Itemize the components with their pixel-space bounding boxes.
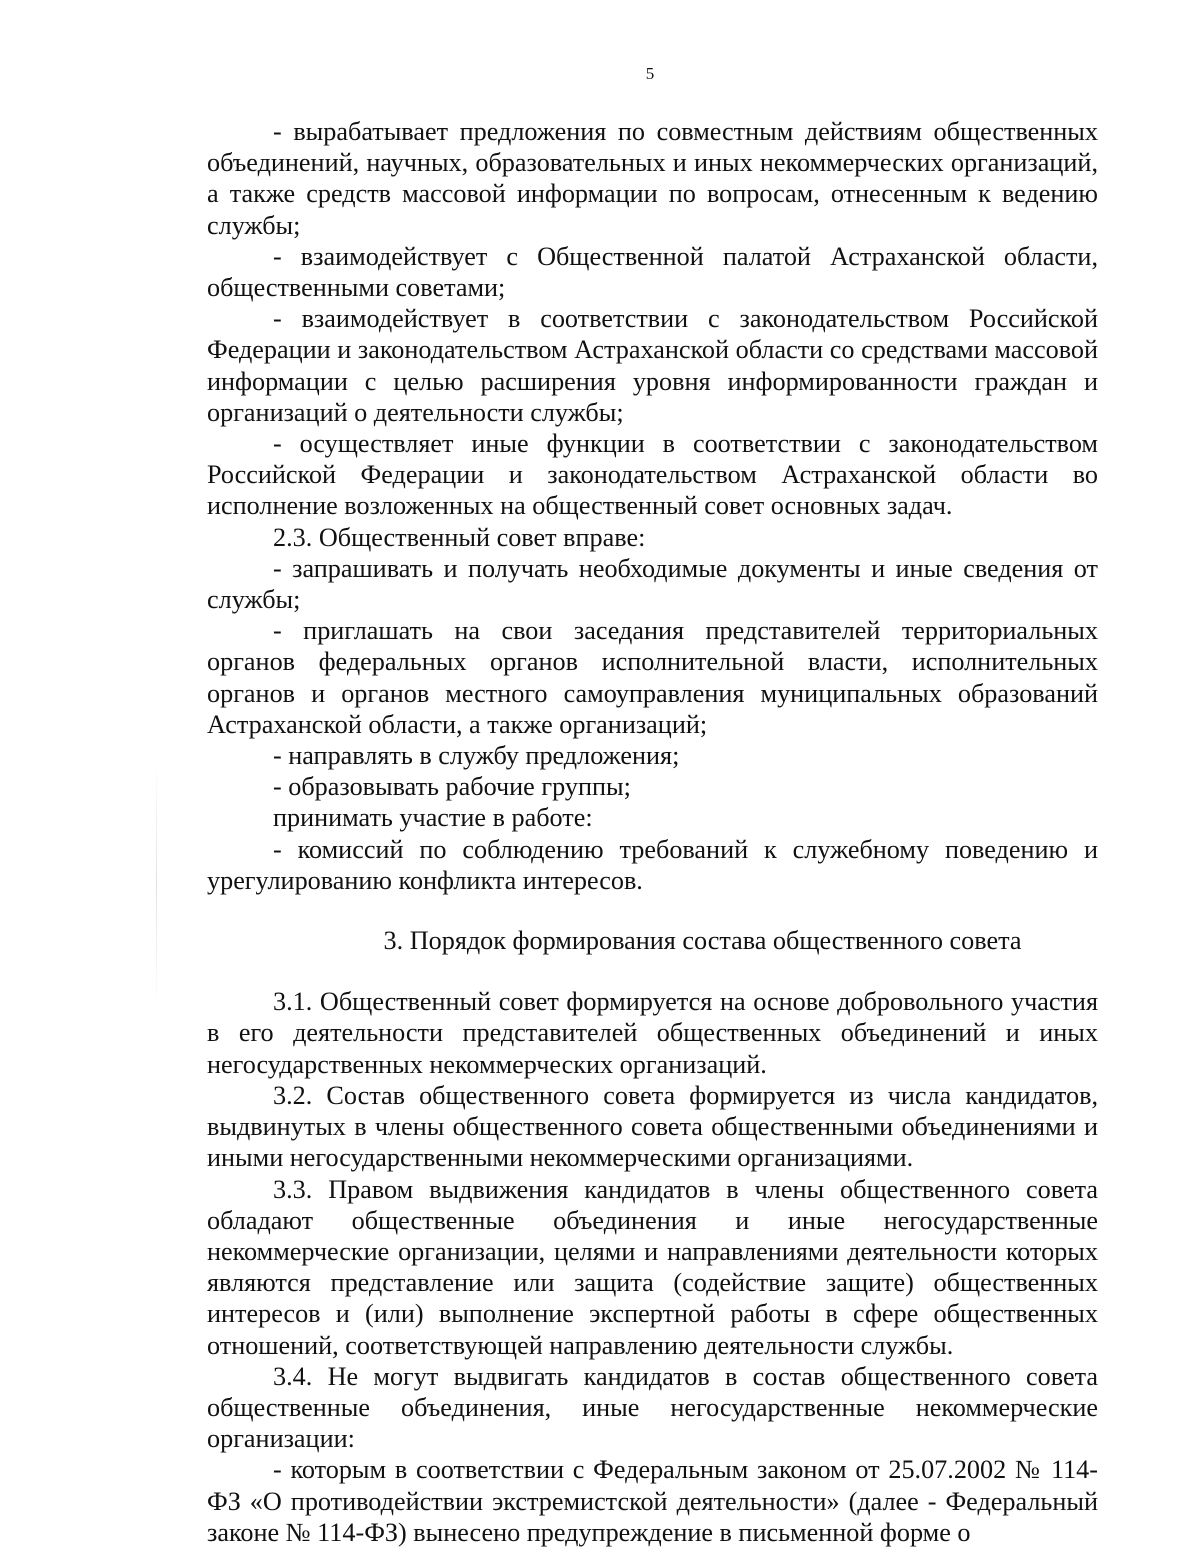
paragraph: - вырабатывает предложения по совместным действиям общественных объединений, научных, образовательных и иных некоммерческих организаций, а также средств массовой информации по вопросам, отнесенным к ведению службы; (207, 117, 1098, 240)
paragraph: - запрашивать и получать необходимые документы и иные сведения от службы; (207, 553, 1098, 615)
paragraph: - которым в соответствии с Федеральным законом от 25.07.2002 № 114-ФЗ «О противодействии экстремистской деятельности» (далее - Федеральный законе № 114-ФЗ) вынесено предупреждение в письменной форме о (207, 1455, 1098, 1547)
paragraph: 2.3. Общественный совет вправе: (273, 522, 646, 552)
scan-artifact-line (156, 760, 157, 1010)
paragraph: 3.4. Не могут выдвигать кандидатов в состав общественного совета общественные объединения, иные негосударственные некоммерческие организации: (207, 1361, 1098, 1454)
paragraph: 3.1. Общественный совет формируется на основе добровольного участия в его деятельности представителей общественных объединений и иных негосударственных некоммерческих организаций. (207, 987, 1098, 1079)
paragraph: 3.3. Правом выдвижения кандидатов в члены общественного совета обладают общественные объединения и иные негосударственные некоммерческие организации, целями и направлениями деятельности которых являются представление или защита (содействие защите) общественных интересов и (или) выполнение экспертной работы в сфере общественных отношений, соответствующей направлению деятельности службы. (207, 1174, 1098, 1360)
section-heading: 3. Порядок формирования состава общественного совета (383, 926, 1022, 956)
document-body (207, 116, 1098, 1548)
paragraph: - осуществляет иные функции в соответствии с законодательством Российской Федерации и законодательством Астраханской области во исполнение возложенных на общественный совет основных задач. (207, 429, 1098, 521)
paragraph: - комиссий по соблюдению требований к служебному поведению и урегулированию конфликта интересов. (207, 834, 1098, 895)
paragraph: - взаимодействует с Общественной палатой Астраханской области, общественными советами; (207, 241, 1098, 303)
paragraph: - взаимодействует в соответствии с законодательством Российской Федерации и законодательством Астраханской области со средствами массовой информации с целью расширения уровня информированности граждан и организаций о деятельности службы; (207, 304, 1098, 427)
paragraph: - направлять в службу предложения; (273, 741, 680, 771)
page-number: 5 (645, 64, 655, 83)
paragraph: - приглашать на свои заседания представителей территориальных органов федеральных органов исполнительной власти, исполнительных органов и органов местного самоуправления муниципальных образований Астраханской области, а также организаций; (207, 616, 1098, 739)
paragraph: 3.2. Состав общественного совета формируется из числа кандидатов, выдвинутых в члены общественного совета общественными объединениями и иными негосударственными некоммерческими организациями. (207, 1080, 1098, 1173)
paragraph: - образовывать рабочие группы; (273, 772, 631, 802)
paragraph: принимать участие в работе: (273, 803, 593, 833)
